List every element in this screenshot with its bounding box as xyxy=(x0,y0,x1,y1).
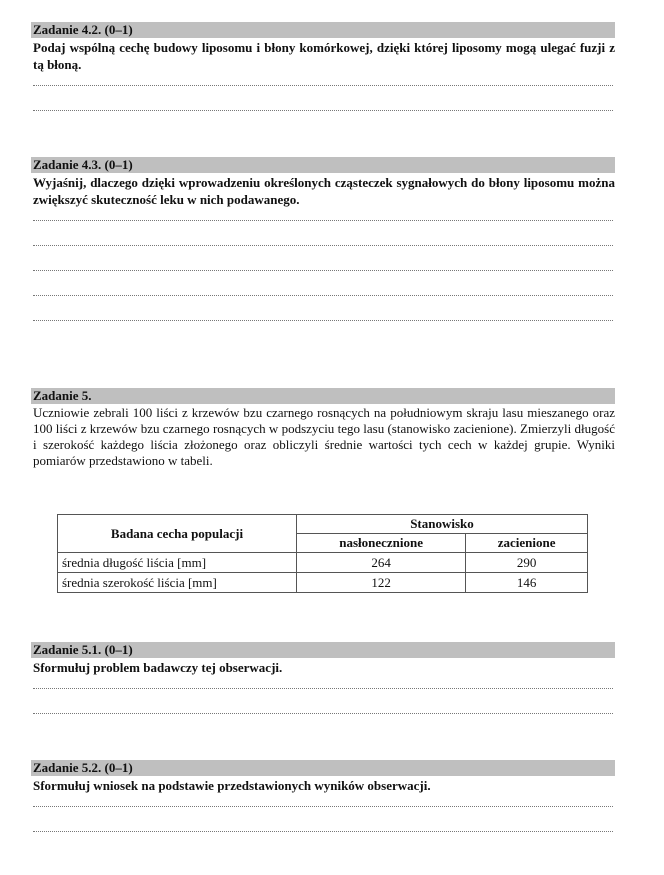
table-cell-feature: średnia długość liścia [mm] xyxy=(58,553,297,573)
task-header: Zadanie 4.2. (0–1) xyxy=(31,22,615,38)
task-5-2 xyxy=(31,760,615,832)
table-row xyxy=(58,553,588,573)
answer-line[interactable] xyxy=(33,295,613,296)
task-question: Sformułuj wniosek na podstawie przedstawionych wyników obserwacji. xyxy=(33,778,431,793)
table-header-shaded: zacienione xyxy=(466,534,588,553)
table-cell-sunny: 122 xyxy=(297,573,466,593)
table-cell-shaded: 290 xyxy=(466,553,588,573)
task-header: Zadanie 5.2. (0–1) xyxy=(31,760,615,776)
task-4-2 xyxy=(31,22,615,111)
table-header-sunny: nasłonecznione xyxy=(297,534,466,553)
answer-line[interactable] xyxy=(33,831,613,832)
answer-lines[interactable] xyxy=(31,220,615,321)
answer-line[interactable] xyxy=(33,270,613,271)
table-row xyxy=(58,573,588,593)
answer-line[interactable] xyxy=(33,688,613,689)
table-cell-shaded: 146 xyxy=(466,573,588,593)
answer-line[interactable] xyxy=(33,220,613,221)
task-question: Wyjaśnij, dlaczego dzięki wprowadzeniu określonych cząsteczek sygnałowych do błony liposomu można zwiększyć skuteczność leku w nich podawanego. xyxy=(33,175,615,207)
task-question: Sformułuj problem badawczy tej obserwacji. xyxy=(33,660,283,675)
answer-line[interactable] xyxy=(33,806,613,807)
table-header-site: Stanowisko xyxy=(297,515,588,534)
task-header: Zadanie 5. xyxy=(31,388,615,404)
answer-line[interactable] xyxy=(33,85,613,86)
task-header: Zadanie 5.1. (0–1) xyxy=(31,642,615,658)
task-header: Zadanie 4.3. (0–1) xyxy=(31,157,615,173)
task-5 xyxy=(31,388,615,469)
answer-lines[interactable] xyxy=(31,688,615,714)
task-4-3 xyxy=(31,157,615,321)
answer-line[interactable] xyxy=(33,110,613,111)
task-question: Podaj wspólną cechę budowy liposomu i błony komórkowej, dzięki której liposomy mogą ulegać fuzji z tą błoną. xyxy=(33,40,615,72)
answer-line[interactable] xyxy=(33,320,613,321)
table-cell-sunny: 264 xyxy=(297,553,466,573)
task-text: Uczniowie zebrali 100 liści z krzewów bzu czarnego rosnących na południowym skraju lasu mieszanego oraz 100 liści z krzewów bzu czarnego rosnących w podszyciu tego lasu (stanowisko zacienione). Zmierzyli długość i szerokość każdego liścia złożonego oraz obliczyli średnie wartości tych cech w każdej grupie. Wyniki pomiarów przedstawiono w tabeli. xyxy=(33,405,615,468)
answer-lines[interactable] xyxy=(31,85,615,111)
task-5-1 xyxy=(31,642,615,714)
answer-lines[interactable] xyxy=(31,806,615,832)
results-table xyxy=(57,514,588,593)
answer-line[interactable] xyxy=(33,713,613,714)
table-header-feature: Badana cecha populacji xyxy=(58,515,297,553)
answer-line[interactable] xyxy=(33,245,613,246)
table-cell-feature: średnia szerokość liścia [mm] xyxy=(58,573,297,593)
